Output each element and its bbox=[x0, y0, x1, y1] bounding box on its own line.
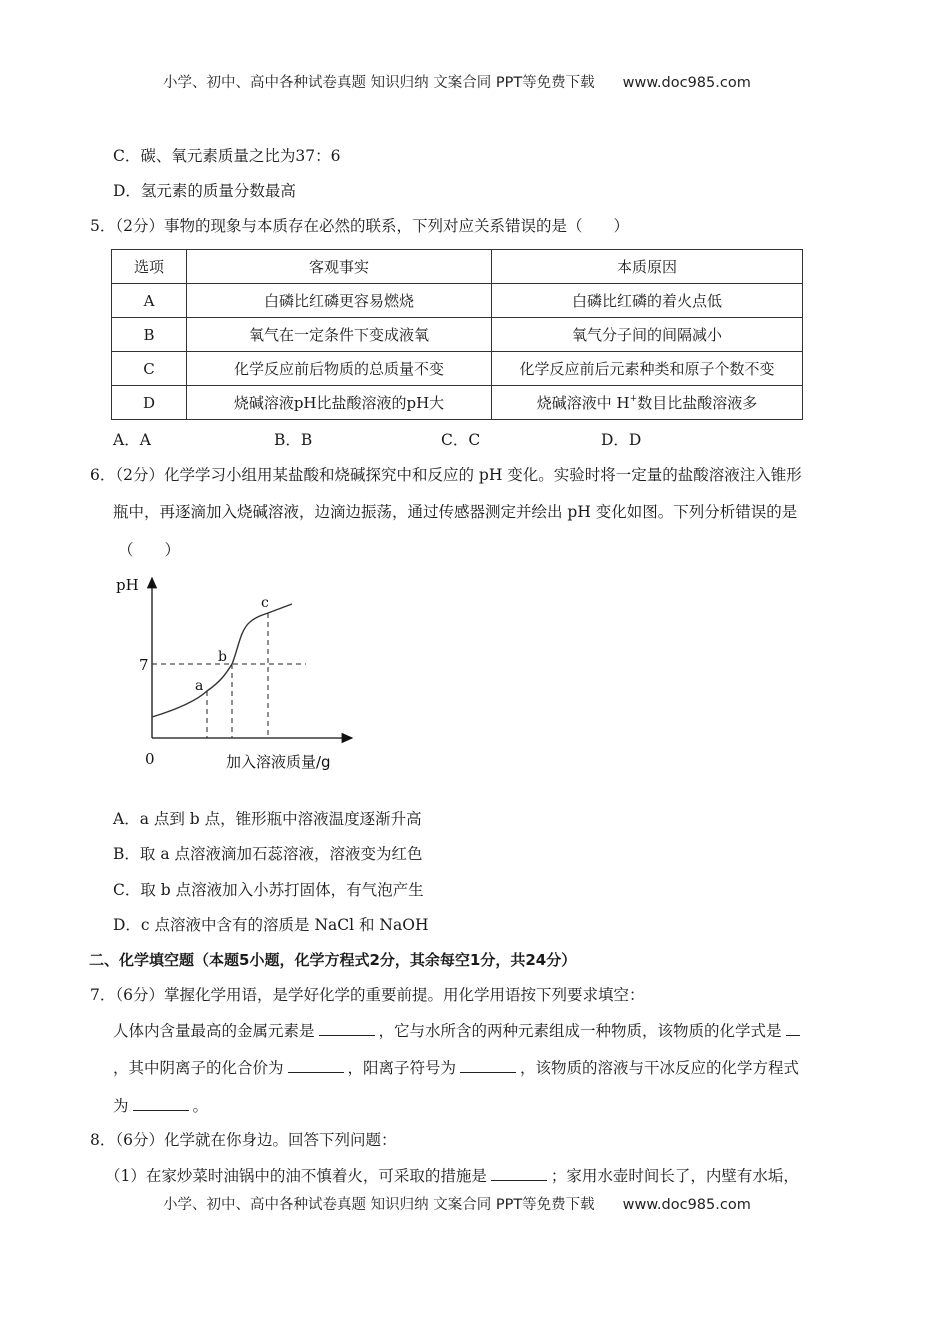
table-row bbox=[112, 386, 803, 420]
y-axis-label: pH bbox=[116, 576, 139, 594]
table-cell: B bbox=[112, 318, 187, 352]
q6-option-d: D．c 点溶液中含有的溶质是 NaCl 和 NaOH bbox=[113, 916, 429, 934]
table-cell: 白磷比红磷的着火点低 bbox=[492, 284, 803, 318]
section-2-title: 二、化学填空题（本题5小题，化学方程式2分，其余每空1分，共24分） bbox=[89, 951, 577, 969]
q4-option-d: D．氢元素的质量分数最高 bbox=[113, 182, 296, 200]
header-url[interactable]: www.doc985.com bbox=[622, 75, 751, 91]
table-cell: 烧碱溶液pH比盐酸溶液的pH大 bbox=[187, 386, 492, 420]
table-cell: 化学反应前后元素种类和原子个数不变 bbox=[492, 352, 803, 386]
answer-blank[interactable] bbox=[491, 1166, 547, 1181]
table-cell: A bbox=[112, 284, 187, 318]
x-axis-label: 加入溶液质量/g bbox=[226, 753, 331, 771]
q7-text: ，它与水所含的两种元素组成一种物质，该物质的化学式是 bbox=[378, 1022, 782, 1040]
q8-part1 bbox=[105, 1166, 799, 1186]
q7-text: 为 bbox=[113, 1097, 129, 1115]
q5-choice-c: C．C bbox=[441, 431, 481, 449]
table-header: 客观事实 bbox=[187, 250, 492, 284]
q5-choice-d: D．D bbox=[601, 431, 642, 449]
q7-text: ，其中阴离子的化合价为 bbox=[113, 1059, 284, 1077]
q5-table bbox=[111, 249, 803, 420]
q7-line1 bbox=[113, 1021, 804, 1041]
page-footer bbox=[163, 1193, 751, 1214]
table-row bbox=[112, 318, 803, 352]
table-cell: D bbox=[112, 386, 187, 420]
answer-blank[interactable] bbox=[288, 1058, 344, 1073]
q6-stem-line2: 瓶中，再逐滴加入烧碱溶液，边滴边振荡，通过传感器测定并绘出 pH 变化如图。下列分析错误的是 bbox=[113, 503, 798, 521]
answer-blank[interactable] bbox=[319, 1021, 375, 1036]
q8-stem: 8．（6分）化学就在你身边。回答下列问题： bbox=[90, 1131, 397, 1149]
q5-choice-b: B．B bbox=[274, 431, 313, 449]
header-text: 小学、初中、高中各种试卷真题 知识归纳 文案合同 PPT等免费下载 bbox=[163, 75, 595, 91]
answer-blank[interactable] bbox=[786, 1021, 800, 1036]
table-cell: 氧气分子间的间隔减小 bbox=[492, 318, 803, 352]
q7-line2 bbox=[113, 1058, 799, 1078]
table-header: 选项 bbox=[112, 250, 187, 284]
cell-text: 烧碱溶液中 H bbox=[536, 394, 630, 412]
page-header bbox=[163, 71, 751, 92]
q6-option-a: A．a 点到 b 点，锥形瓶中溶液温度逐渐升高 bbox=[113, 810, 422, 828]
point-c-label: c bbox=[261, 595, 269, 611]
answer-blank[interactable] bbox=[133, 1096, 189, 1111]
table-cell: C bbox=[112, 352, 187, 386]
point-a-label: a bbox=[195, 678, 204, 694]
q7-text: ，阳离子符号为 bbox=[347, 1059, 457, 1077]
q7-stem: 7．（6分）掌握化学用语，是学好化学的重要前提。用化学用语按下列要求填空： bbox=[90, 986, 645, 1004]
point-b-label: b bbox=[218, 649, 227, 665]
q7-text: 人体内含量最高的金属元素是 bbox=[113, 1022, 315, 1040]
answer-blank[interactable] bbox=[460, 1058, 516, 1073]
table-header: 本质原因 bbox=[492, 250, 803, 284]
table-cell bbox=[492, 386, 803, 420]
footer-url[interactable]: www.doc985.com bbox=[622, 1197, 751, 1213]
footer-text: 小学、初中、高中各种试卷真题 知识归纳 文案合同 PPT等免费下载 bbox=[163, 1197, 595, 1213]
cell-text: 数目比盐酸溶液多 bbox=[637, 394, 758, 412]
table-header-row bbox=[112, 250, 803, 284]
table-cell: 化学反应前后物质的总质量不变 bbox=[187, 352, 492, 386]
table-cell: 白磷比红磷更容易燃烧 bbox=[187, 284, 492, 318]
q5-stem: 5．（2分）事物的现象与本质存在必然的联系，下列对应关系错误的是（ ） bbox=[90, 217, 629, 235]
q5-choice-a: A．A bbox=[113, 431, 151, 449]
y-tick-7: 7 bbox=[139, 656, 149, 674]
q8-text: ；家用水壶时间长了，内壁有水垢， bbox=[550, 1167, 799, 1185]
q7-text: ，该物质的溶液与干冰反应的化学方程式 bbox=[520, 1059, 800, 1077]
table-row bbox=[112, 352, 803, 386]
q6-option-c: C．取 b 点溶液加入小苏打固体，有气泡产生 bbox=[113, 881, 424, 899]
q4-option-c: C．碳、氧元素质量之比为37：6 bbox=[113, 147, 341, 165]
q6-stem-line1: 6．（2分）化学学习小组用某盐酸和烧碱探究中和反应的 pH 变化。实验时将一定量的盐酸溶液注入锥形 bbox=[90, 466, 802, 484]
q7-line3 bbox=[113, 1096, 208, 1116]
table-row bbox=[112, 284, 803, 318]
q8-text: （1）在家炒菜时油锅中的油不慎着火，可采取的措施是 bbox=[105, 1167, 487, 1185]
table-cell: 氧气在一定条件下变成液氧 bbox=[187, 318, 492, 352]
q6-stem-line3: （ ） bbox=[118, 541, 181, 559]
ph-chart bbox=[110, 565, 370, 775]
superscript: + bbox=[629, 394, 638, 404]
q6-option-b: B．取 a 点溶液滴加石蕊溶液，溶液变为红色 bbox=[113, 845, 423, 863]
origin-label: 0 bbox=[145, 750, 155, 768]
q7-text: 。 bbox=[192, 1097, 209, 1115]
